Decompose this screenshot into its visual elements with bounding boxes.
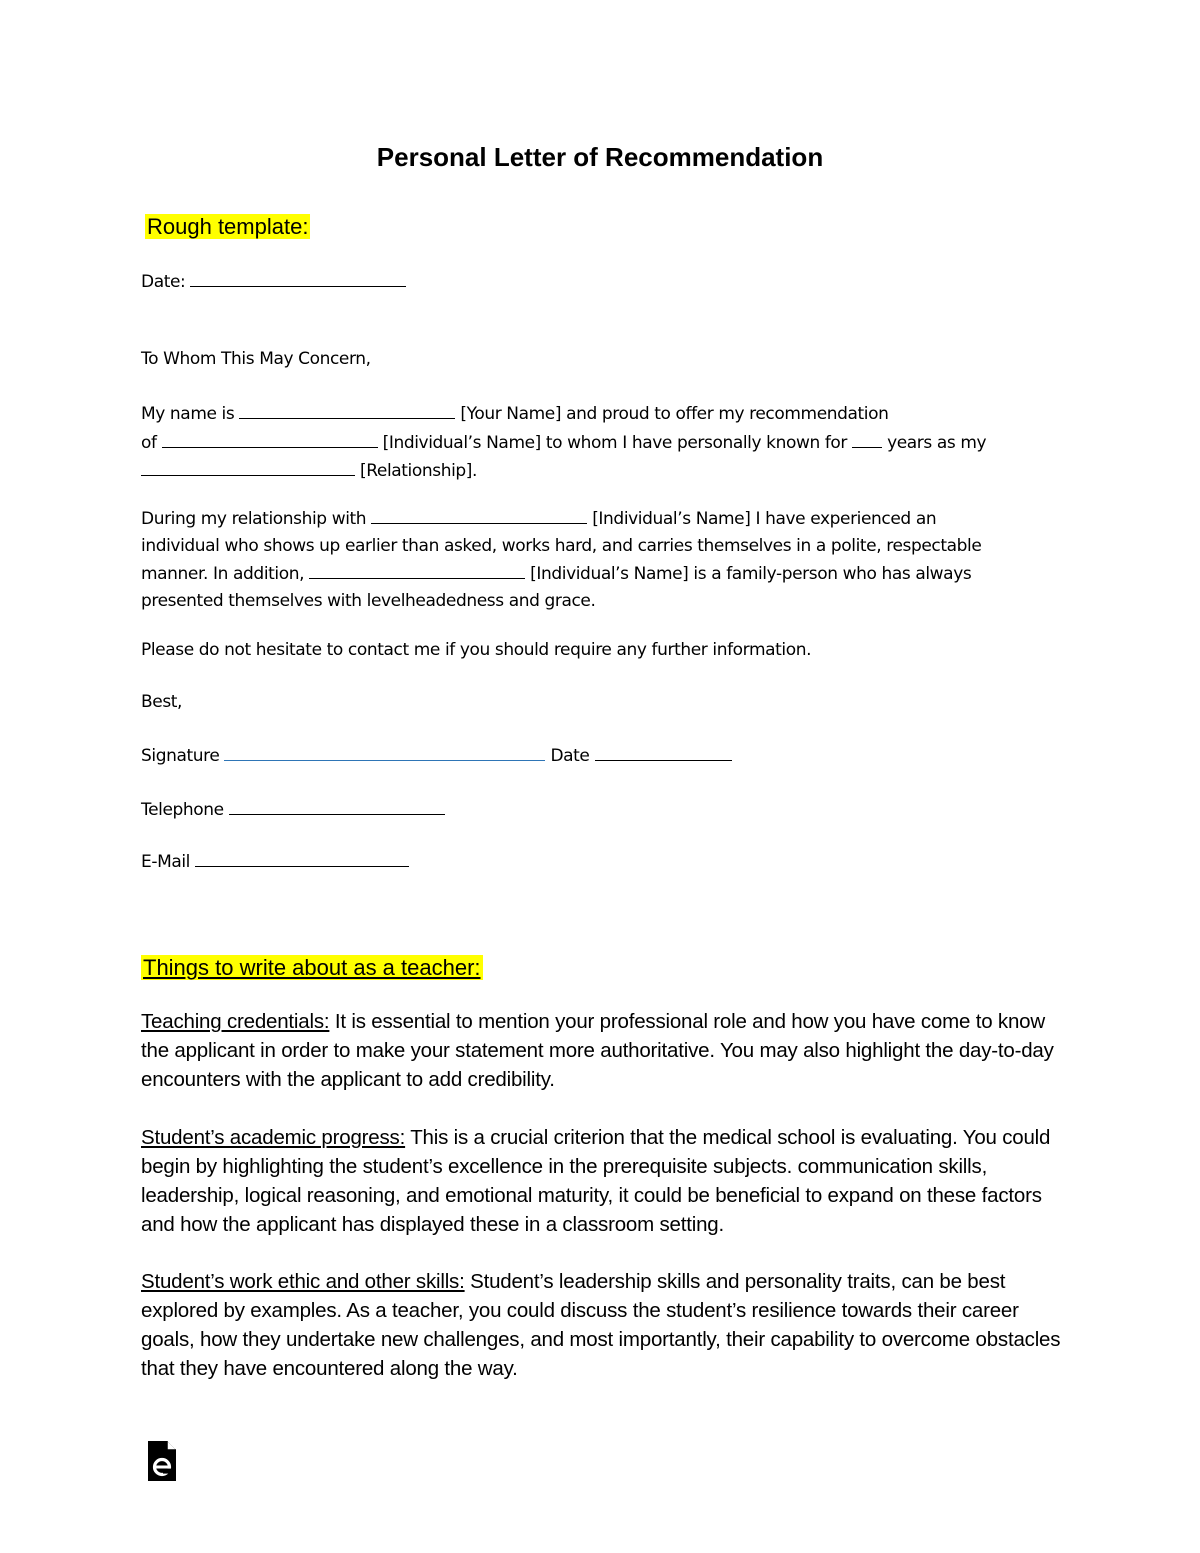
email-label: E-Mail xyxy=(141,852,191,872)
teacher-item-work-ethic xyxy=(141,1267,1071,1383)
teacher-item-text: Student’s leadership skills and personality traits, can be best explored by examples. As a teacher, you could discuss the student’s resilience towards their career goals, how they undertake new challenges, and most importantly, their capability to overcome obstacles that they have encountered along the way. xyxy=(141,1270,1061,1380)
signature-date-blank[interactable] xyxy=(595,741,732,761)
email-blank[interactable] xyxy=(195,847,409,867)
teacher-item-academic-progress xyxy=(141,1123,1071,1239)
signature-label: Signature xyxy=(141,746,220,766)
signature-line xyxy=(141,741,1041,770)
signature-blank[interactable] xyxy=(224,741,545,761)
eforms-logo-icon xyxy=(148,1441,176,1481)
teacher-item-term: Student’s work ethic and other skills: xyxy=(141,1270,465,1293)
signature-date-label: Date xyxy=(550,746,590,766)
teacher-item-text: This is a crucial criterion that the medical school is evaluating. You could begin by highlighting the student’s excellence in the prerequisite subjects. communication skills, leadership, logical reasoning, and emotional maturity, it could be beneficial to expand on these factors and how the applicant has displayed these in a classroom setting. xyxy=(141,1126,1051,1236)
closing: Best, xyxy=(141,692,183,712)
teacher-item-term: Student’s academic progress: xyxy=(141,1126,406,1149)
salutation: To Whom This May Concern, xyxy=(141,349,371,369)
date-blank[interactable] xyxy=(190,267,406,287)
email-line xyxy=(141,847,1041,876)
page-title: Personal Letter of Recommendation xyxy=(376,142,824,172)
your-name-blank[interactable] xyxy=(239,399,455,419)
years-blank[interactable] xyxy=(852,428,882,448)
relationship-blank[interactable] xyxy=(141,456,355,476)
relationship-paragraph: During my relationship with [Individual’s Name] I have experienced an individual who shows up earlier than asked, works hard, and carries themselves in a polite, respectable manner. In addition, [Individual’s Name] is a family-person who has always presented themselves with levelheadedness and grace. xyxy=(141,504,1041,614)
telephone-line xyxy=(141,795,1041,824)
teacher-item-term: Teaching credentials: xyxy=(141,1010,330,1033)
rough-template-label: Rough template: xyxy=(147,214,309,239)
intro-paragraph: My name is [Your Name] and proud to offer my recommendation of [Individual’s Name] to whom I have personally known for years as my [Relationship]. xyxy=(141,399,1041,485)
teacher-section-heading: Things to write about as a teacher: xyxy=(143,955,481,980)
teacher-item-credentials xyxy=(141,1007,1071,1094)
contact-paragraph: Please do not hesitate to contact me if you should require any further information. xyxy=(141,640,812,660)
date-line xyxy=(141,267,1041,296)
individual-name-blank-3[interactable] xyxy=(309,559,525,579)
date-label: Date: xyxy=(141,272,186,292)
telephone-blank[interactable] xyxy=(229,795,445,815)
teacher-item-text: It is essential to mention your professional role and how you have come to know the applicant in order to make your statement more authoritative. You may also highlight the day-to-day encounters with the applicant to add credibility. xyxy=(141,1010,1054,1091)
individual-name-blank[interactable] xyxy=(162,428,378,448)
telephone-label: Telephone xyxy=(141,800,224,820)
individual-name-blank-2[interactable] xyxy=(371,504,587,524)
